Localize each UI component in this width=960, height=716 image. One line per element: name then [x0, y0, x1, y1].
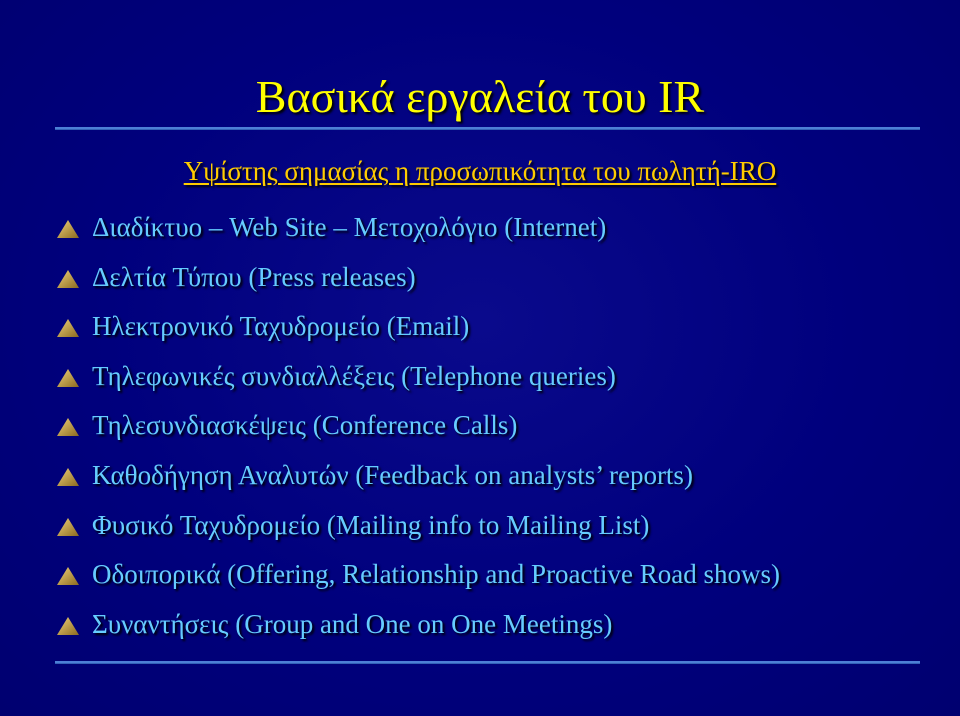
triangle-bullet-icon: [56, 368, 80, 388]
triangle-bullet-icon: [56, 616, 80, 636]
list-item: [56, 308, 780, 358]
list-item: [56, 358, 780, 408]
list-item-text: Τηλεσυνδιασκέψεις (Conference Calls): [92, 410, 518, 441]
list-item-text: Δελτία Τύπου (Press releases): [92, 261, 416, 292]
list-item: [56, 556, 780, 606]
list-item-text: Ηλεκτρονικό Ταχυδρομείο (Email): [92, 311, 470, 342]
list-item-text: Οδοιπορικά (Offering, Relationship and Proactive Road shows): [92, 559, 781, 590]
slide-subtitle: Υψίστης σημασίας η προσωπικότητα του πωλητή-IRO: [183, 156, 777, 186]
triangle-bullet-icon: [56, 517, 80, 537]
list-item-text: Τηλεφωνικές συνδιαλλέξεις (Telephone queries): [92, 360, 616, 391]
list-item: [56, 259, 780, 309]
list-item: [56, 209, 780, 259]
bullet-list: [56, 209, 780, 655]
triangle-bullet-icon: [56, 566, 80, 586]
bottom-divider: [55, 661, 920, 664]
triangle-bullet-icon: [56, 219, 80, 239]
list-item: [56, 606, 780, 656]
list-item-text: Καθοδήγηση Αναλυτών (Feedback on analysts’ reports): [92, 459, 693, 490]
list-item-text: Διαδίκτυο – Web Site – Μετοχολόγιο (Internet): [92, 212, 607, 242]
triangle-bullet-icon: [56, 318, 80, 338]
slide-title: Βασικά εργαλεία του IR: [255, 71, 705, 122]
top-divider: [55, 127, 920, 130]
triangle-bullet-icon: [56, 417, 80, 437]
list-item: [56, 457, 780, 507]
triangle-bullet-icon: [56, 467, 80, 487]
list-item: [56, 407, 780, 457]
list-item: [56, 507, 780, 557]
triangle-bullet-icon: [56, 269, 80, 289]
list-item-text: Συναντήσεις (Group and One on One Meetings): [92, 608, 613, 639]
list-item-text: Φυσικό Ταχυδρομείο (Mailing info to Mailing List): [92, 509, 650, 540]
